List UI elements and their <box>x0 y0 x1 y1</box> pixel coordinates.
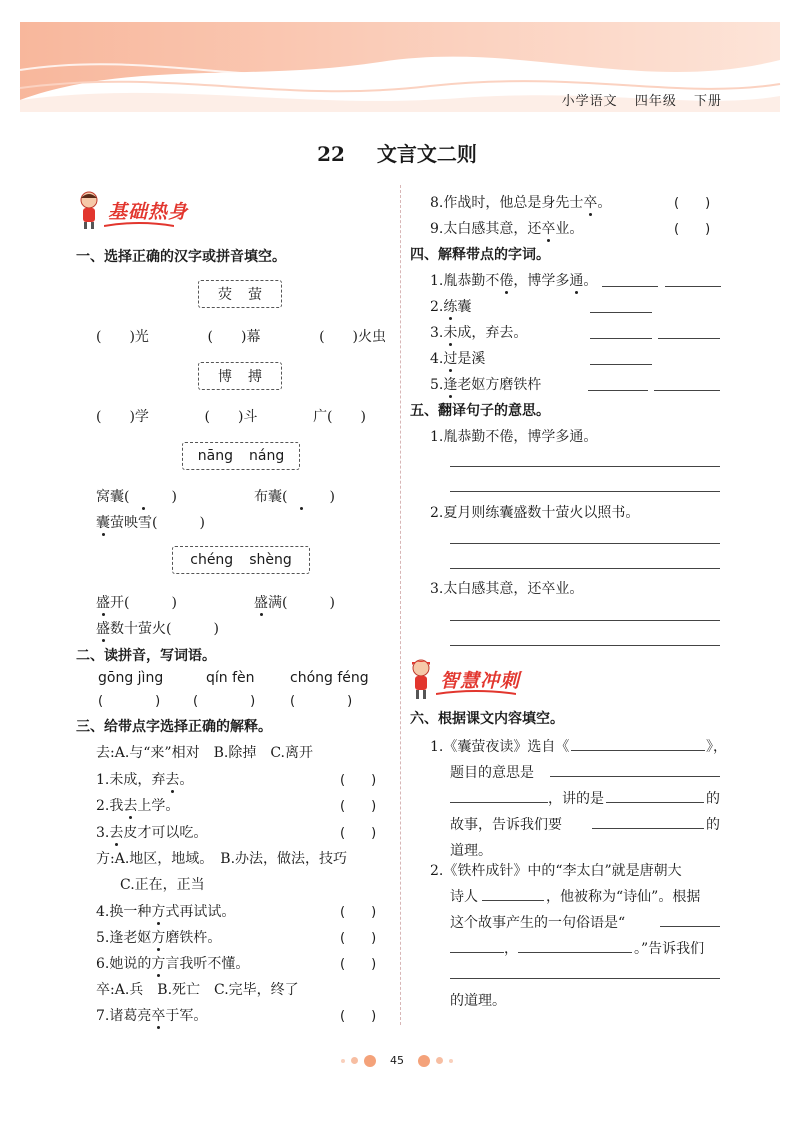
text: 7.诸葛亮 <box>96 1008 152 1024</box>
dotted-char: 倦 <box>499 273 514 289</box>
text: 1.未成，弃 <box>96 772 166 788</box>
char-option: 荧 <box>218 287 232 303</box>
dotted-char: 去 <box>109 825 124 841</box>
text: 皮才可以吃。 <box>123 825 208 841</box>
answer-line[interactable] <box>450 568 720 569</box>
text: 2. <box>430 299 444 315</box>
answer-line[interactable] <box>450 620 720 621</box>
q1-row4a-item2[interactable] <box>254 592 335 612</box>
q4-heading: 四、解释带点的字词。 <box>410 247 550 263</box>
char-option: 博 <box>218 369 232 385</box>
dotted-char: 盛 <box>254 595 268 611</box>
text: 2.我 <box>96 798 124 814</box>
q6-line-6: 2.《铁杵成针》中的“李太白”就是唐朝大 <box>430 863 682 879</box>
text: 1.胤恭勤不 <box>430 273 500 289</box>
q4-item-5 <box>430 374 541 394</box>
q3-item-8 <box>430 192 611 212</box>
dotted-char: 卒 <box>151 1008 166 1024</box>
q6-line-7a: 诗人 <box>450 889 478 905</box>
text: 4. <box>430 351 444 367</box>
fang-definition-1: 方:A.地区，地域。 B.办法，做法，技巧 <box>96 851 348 867</box>
lesson-title: 文言文二则 <box>376 142 477 166</box>
answer-line[interactable] <box>606 802 704 803</box>
q3-item-6 <box>96 953 249 973</box>
section-badge-sprint <box>408 658 520 700</box>
answer-line[interactable] <box>588 390 648 391</box>
word-part: 布 <box>254 489 268 505</box>
q6-line-4b: 的 <box>706 817 720 833</box>
q6-line-8: 这个故事产生的一句俗语是“ <box>450 915 626 931</box>
section-title-sprint: 智慧冲刺 <box>440 669 521 692</box>
blank-item[interactable]: ( )斗 <box>204 409 258 425</box>
pinyin-option: náng <box>249 448 285 464</box>
dot-decor <box>418 1055 430 1067</box>
section-title-warmup: 基础热身 <box>108 200 189 223</box>
boy-mascot-icon <box>408 658 434 700</box>
text: 老妪方磨铁杵 <box>457 377 542 393</box>
word-part: 萤映雪( ) <box>110 515 205 531</box>
qu-definition: 去:A.与“来”相对 B.除掉 C.离开 <box>96 745 313 761</box>
word-part: 开( ) <box>110 595 177 611</box>
answer-paren[interactable]: ( ) <box>340 957 377 972</box>
answer-paren[interactable]: ( ) <box>674 222 711 237</box>
q6-line-3b: 的 <box>706 791 720 807</box>
text: 。 <box>179 772 194 788</box>
girl-mascot-icon <box>76 190 102 230</box>
dotted-char: 去 <box>165 772 180 788</box>
answer-paren[interactable]: ( ) <box>193 694 256 709</box>
dotted-char: 卒 <box>583 195 598 211</box>
answer-line[interactable] <box>665 286 721 287</box>
blank-item[interactable]: ( )学 <box>96 409 149 425</box>
badge-underline <box>104 220 174 230</box>
q3-item-2 <box>96 795 179 815</box>
text: ，博学多 <box>513 273 570 289</box>
dot-decor <box>436 1057 443 1064</box>
q1-row2 <box>96 406 366 426</box>
dotted-char: 卒 <box>541 221 556 237</box>
q1-row4a-item1[interactable] <box>96 592 177 612</box>
dotted-char: 囊 <box>96 515 110 531</box>
text: 3. <box>96 825 110 841</box>
answer-line[interactable] <box>450 466 720 467</box>
answer-line[interactable] <box>482 900 544 901</box>
q4-item-2 <box>430 296 471 316</box>
page-title <box>0 138 794 167</box>
zu-definition: 卒:A.兵 B.死亡 C.完毕，终了 <box>96 982 299 998</box>
answer-line[interactable] <box>450 543 720 544</box>
badge-underline <box>436 688 516 698</box>
dotted-char: 未 <box>443 325 458 341</box>
dotted-char: 盛 <box>96 595 110 611</box>
text: 言我听不懂。 <box>165 956 250 972</box>
q1-row4b[interactable] <box>96 618 219 638</box>
q6-heading: 六、根据课文内容填空。 <box>410 711 564 727</box>
blank-item[interactable]: ( )幕 <box>207 329 261 345</box>
pinyin-box-2 <box>172 546 310 574</box>
answer-paren[interactable]: ( ) <box>98 694 161 709</box>
blank-item[interactable]: ( )光 <box>96 329 149 345</box>
volume-label: 下册 <box>693 94 722 109</box>
fang-definition-2: C.正在，正当 <box>120 877 205 893</box>
header-info <box>550 90 722 109</box>
q6-line-10: 的道理。 <box>450 993 506 1009</box>
q2-heading: 二、读拼音，写词语。 <box>76 648 216 664</box>
answer-line[interactable] <box>450 802 548 803</box>
word-part: 满( ) <box>268 595 335 611</box>
answer-paren[interactable]: ( ) <box>340 1009 377 1024</box>
pinyin-3: chóng féng <box>290 670 369 686</box>
answer-line[interactable] <box>518 952 632 953</box>
text: 5.逢老妪 <box>96 930 152 946</box>
q1-heading: 一、选择正确的汉字或拼音填空。 <box>76 249 286 265</box>
answer-paren[interactable]: ( ) <box>340 931 377 946</box>
answer-line[interactable] <box>450 645 720 646</box>
q6-line-4a: 故事，告诉我们要 <box>450 817 562 833</box>
subject-label: 小学语文 <box>561 94 618 109</box>
answer-line[interactable] <box>592 828 704 829</box>
pinyin-option: chéng <box>190 552 234 568</box>
q4-item-1 <box>430 270 597 290</box>
answer-line[interactable] <box>590 312 652 313</box>
text: 上学。 <box>137 798 180 814</box>
char-box-1 <box>198 280 282 308</box>
word-part: 数十萤火( ) <box>110 621 219 637</box>
q1-row3a-item1[interactable] <box>96 486 177 506</box>
answer-line[interactable] <box>450 978 720 979</box>
q6-line-3a: ，讲的是 <box>548 791 604 807</box>
q3-item-4 <box>96 901 235 921</box>
q1-row3a-item2[interactable] <box>254 486 335 506</box>
q6-line-1a: 1.《囊萤夜读》选自《 <box>430 739 570 755</box>
answer-line[interactable] <box>658 338 720 339</box>
answer-line[interactable] <box>550 776 720 777</box>
answer-paren[interactable]: ( ) <box>674 196 711 211</box>
pinyin-box-1 <box>182 442 300 470</box>
answer-line[interactable] <box>654 390 720 391</box>
q4-item-3 <box>430 322 527 342</box>
answer-line[interactable] <box>590 338 652 339</box>
answer-paren[interactable]: ( ) <box>340 905 377 920</box>
text: 磨铁杵。 <box>165 930 222 946</box>
text: 6.她说的 <box>96 956 152 972</box>
text: 是溪 <box>457 351 486 367</box>
answer-line[interactable] <box>602 286 658 287</box>
q1-row3b[interactable] <box>96 512 205 532</box>
dotted-char: 盛 <box>96 621 110 637</box>
page-footer <box>0 1054 794 1067</box>
dotted-char: 通 <box>569 273 584 289</box>
q6-line-9a: ， <box>504 941 518 957</box>
dotted-char: 去 <box>123 798 138 814</box>
answer-line[interactable] <box>660 926 720 927</box>
q3-item-7 <box>96 1005 207 1025</box>
answer-paren[interactable]: ( ) <box>340 799 377 814</box>
grade-label: 四年级 <box>634 94 677 109</box>
blank-item[interactable]: ( )火虫 <box>319 329 386 345</box>
lesson-number: 22 <box>317 142 345 166</box>
text: 。 <box>583 273 598 289</box>
q6-line-2: 题目的意思是 <box>450 765 534 781</box>
answer-line[interactable] <box>450 952 504 953</box>
dot-decor <box>449 1059 453 1063</box>
dotted-char: 过 <box>443 351 458 367</box>
q3-item-5 <box>96 927 221 947</box>
section-badge-warmup <box>76 190 188 230</box>
char-option: 搏 <box>248 369 262 385</box>
dotted-word: 囊( ) <box>268 489 335 505</box>
dot-decor <box>364 1055 376 1067</box>
text: 8.作战时，他总是身先士 <box>430 195 584 211</box>
answer-paren[interactable]: ( ) <box>290 694 353 709</box>
text: 成，弃去。 <box>457 325 528 341</box>
answer-paren[interactable]: ( ) <box>340 826 377 841</box>
dotted-char: 方 <box>151 956 166 972</box>
text: 3. <box>430 325 444 341</box>
q3-item-9 <box>430 218 583 238</box>
char-box-2 <box>198 362 282 390</box>
q1-row1 <box>96 326 386 346</box>
text: 囊 <box>457 299 472 315</box>
text: 业。 <box>555 221 584 237</box>
answer-line[interactable] <box>450 491 720 492</box>
word-part: 窝 <box>96 489 110 505</box>
dot-decor <box>341 1059 345 1063</box>
text: 式再试试。 <box>165 904 236 920</box>
q3-item-1 <box>96 769 193 789</box>
pinyin-2: qín fèn <box>206 670 255 686</box>
text: 5. <box>430 377 444 393</box>
dot-decor <box>351 1057 358 1064</box>
pinyin-1: gōng jìng <box>98 670 164 686</box>
answer-paren[interactable]: ( ) <box>340 773 377 788</box>
answer-line[interactable] <box>590 364 652 365</box>
q3-item-3 <box>96 822 207 842</box>
q6-line-7b: ，他被称为“诗仙”。根据 <box>546 889 701 905</box>
pinyin-option: shèng <box>249 552 292 568</box>
blank-item[interactable]: 广( ) <box>313 409 366 425</box>
q6-line-5: 道理。 <box>450 843 492 859</box>
dotted-char: 方 <box>151 904 166 920</box>
text: 于军。 <box>165 1008 208 1024</box>
text: 4.换一种 <box>96 904 152 920</box>
column-divider <box>400 185 402 1025</box>
text: 9.太白感其意，还 <box>430 221 542 237</box>
text: 。 <box>597 195 612 211</box>
q6-line-1b: 》， <box>706 739 727 755</box>
q5-item-3: 3.太白感其意，还卒业。 <box>430 581 584 597</box>
dotted-word: 囊( ) <box>110 489 177 505</box>
pinyin-option: nāng <box>197 448 233 464</box>
q5-item-2: 2.夏月则练囊盛数十萤火以照书。 <box>430 505 640 521</box>
page-number: 45 <box>390 1054 404 1067</box>
dotted-char: 练 <box>443 299 458 315</box>
char-option: 萤 <box>248 287 262 303</box>
dotted-char: 方 <box>151 930 166 946</box>
q3-heading: 三、给带点字选择正确的解释。 <box>76 719 272 735</box>
dotted-char: 逢 <box>443 377 458 393</box>
q5-heading: 五、翻译句子的意思。 <box>410 403 550 419</box>
q6-line-9b: 。”告诉我们 <box>634 941 705 957</box>
q5-item-1: 1.胤恭勤不倦，博学多通。 <box>430 429 598 445</box>
q4-item-4 <box>430 348 485 368</box>
answer-line[interactable] <box>571 750 705 751</box>
